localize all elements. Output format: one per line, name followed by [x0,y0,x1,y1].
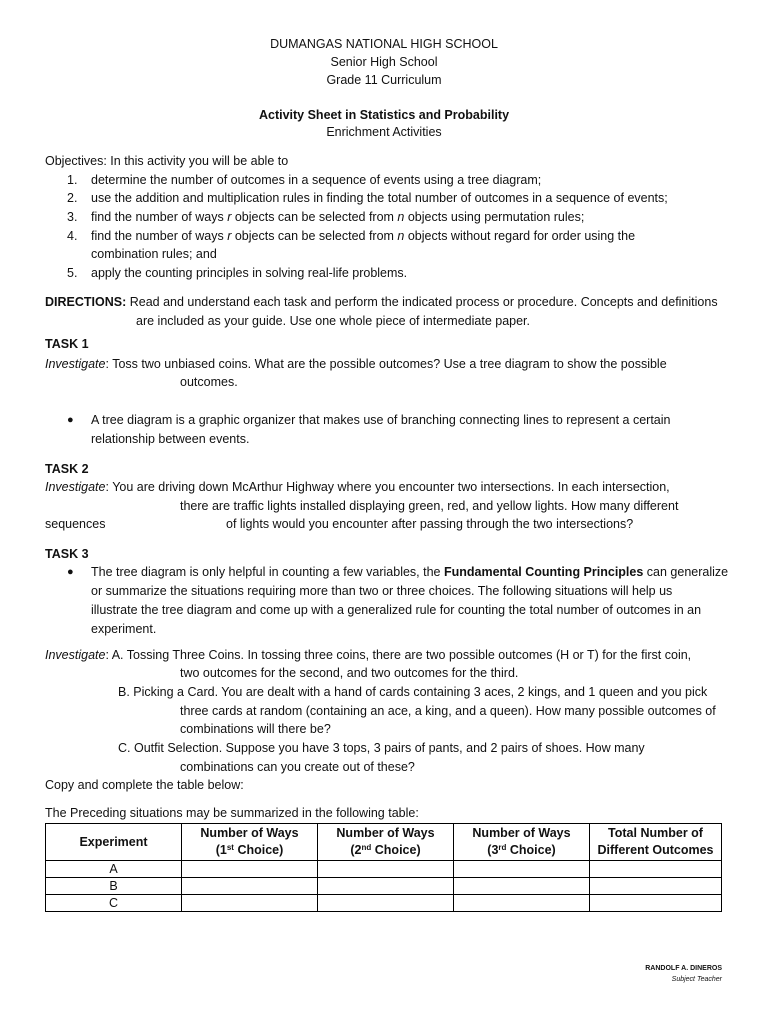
task2-sequences: sequences [45,517,106,531]
table-header-row [46,824,722,861]
answer-cell[interactable] [454,878,590,895]
objective-number: 3. [67,210,78,224]
objectives-intro: Objectives: In this activity you will be able to [45,154,289,168]
teacher-name: RANDOLF A. DINEROS [645,965,722,972]
table-row [46,878,722,895]
answer-cell[interactable] [454,861,590,878]
task2-heading: TASK 2 [45,462,89,476]
task3-item-b: B. Picking a Card. You are dealt with a hand of cards containing 3 aces, 2 kings, and 1 queen and you pick [118,685,708,699]
table-row [46,895,722,912]
task1-investigate: Investigate: Toss two unbiased coins. What are the possible outcomes? Use a tree diagram to show the possible [45,357,667,371]
row-label: B [46,878,182,895]
sheet-title: Activity Sheet in Statistics and Probability [258,108,510,122]
objective-number: 1. [67,173,78,187]
curriculum: Grade 11 Curriculum [326,73,442,87]
objective-text: determine the number of outcomes in a sequence of events using a tree diagram; [91,173,542,187]
answer-cell[interactable] [318,878,454,895]
objective-number: 5. [67,266,78,280]
school-level: Senior High School [330,55,438,69]
task3-item-a: Investigate: A. Tossing Three Coins. In tossing three coins, there are two possible outcomes (H or T) for the first coin, [45,648,692,662]
header-first-choice: Number of Ways (1st Choice) [182,824,318,861]
table-caption: The Preceding situations may be summarized in the following table: [45,806,419,820]
task3-note-cont: illustrate the tree diagram and come up with a generalized rule for counting the total number of outcomes in an [91,603,702,617]
objective-text: find the number of ways r objects can be selected from n objects without regard for order using the [91,229,636,243]
teacher-role: Subject Teacher [671,976,722,983]
summary-table [45,823,722,912]
task3-item-a-cont: two outcomes for the second, and two outcomes for the third. [180,666,519,680]
header-experiment: Experiment [46,824,182,861]
directions-label: DIRECTIONS: [45,295,127,309]
directions-text-cont: are included as your guide. Use one whole piece of intermediate paper. [136,314,531,328]
answer-cell[interactable] [318,895,454,912]
answer-cell[interactable] [182,861,318,878]
objective-text: find the number of ways r objects can be selected from n objects using permutation rules; [91,210,585,224]
task3-heading: TASK 3 [45,547,89,561]
task3-item-b-cont: three cards at random (containing an ace, a king, and a queen). How many possible outcomes of [180,704,716,718]
copy-instruction: Copy and complete the table below: [45,778,244,792]
task3-item-c: C. Outfit Selection. Suppose you have 3 tops, 3 pairs of pants, and 2 pairs of shoes. How many [118,741,645,755]
task1-note-cont: relationship between events. [91,432,250,446]
row-label: A [46,861,182,878]
answer-cell[interactable] [182,895,318,912]
answer-cell[interactable] [454,895,590,912]
bullet-icon: ● [67,414,74,426]
objective-text-cont: combination rules; and [91,247,217,261]
header-second-choice: Number of Ways (2nd Choice) [318,824,454,861]
answer-cell[interactable] [590,878,722,895]
answer-cell[interactable] [318,861,454,878]
task2-investigate-end: of lights would you encounter after passing through the two intersections? [226,517,634,531]
task1-heading: TASK 1 [45,337,89,351]
task3-note-cont: or summarize the situations requiring more than two or three choices. The following situations will help us [91,584,673,598]
sheet-subtitle: Enrichment Activities [326,125,442,139]
objective-number: 4. [67,229,78,243]
task1-note: A tree diagram is a graphic organizer that makes use of branching connecting lines to represent a certain [91,413,671,427]
header-total-outcomes: Total Number of Different Outcomes [590,824,722,861]
task1-investigate-cont: outcomes. [180,375,238,389]
table-row [46,861,722,878]
directions-text: Read and understand each task and perform the indicated process or procedure. Concepts and definitions [126,295,718,309]
task3-item-c-cont: combinations can you create out of these? [180,760,415,774]
objective-text: use the addition and multiplication rules in finding the total number of outcomes in a sequence of events; [91,191,668,205]
task3-note: The tree diagram is only helpful in counting a few variables, the Fundamental Counting Principles can generalize [91,565,729,579]
objective-number: 2. [67,191,78,205]
objective-text: apply the counting principles in solving real-life problems. [91,266,408,280]
directions [45,295,718,309]
task3-item-b-cont: combinations will there be? [180,722,331,736]
school-name: DUMANGAS NATIONAL HIGH SCHOOL [270,37,498,51]
row-label: C [46,895,182,912]
task2-investigate-cont: there are traffic lights installed displaying green, red, and yellow lights. How many different [180,499,679,513]
header-third-choice: Number of Ways (3rd Choice) [454,824,590,861]
answer-cell[interactable] [182,878,318,895]
answer-cell[interactable] [590,895,722,912]
answer-cell[interactable] [590,861,722,878]
bullet-icon: ● [67,566,74,578]
task3-note-cont: experiment. [91,622,157,636]
task2-investigate: Investigate: You are driving down McArthur Highway where you encounter two intersections. In each intersection, [45,480,670,494]
